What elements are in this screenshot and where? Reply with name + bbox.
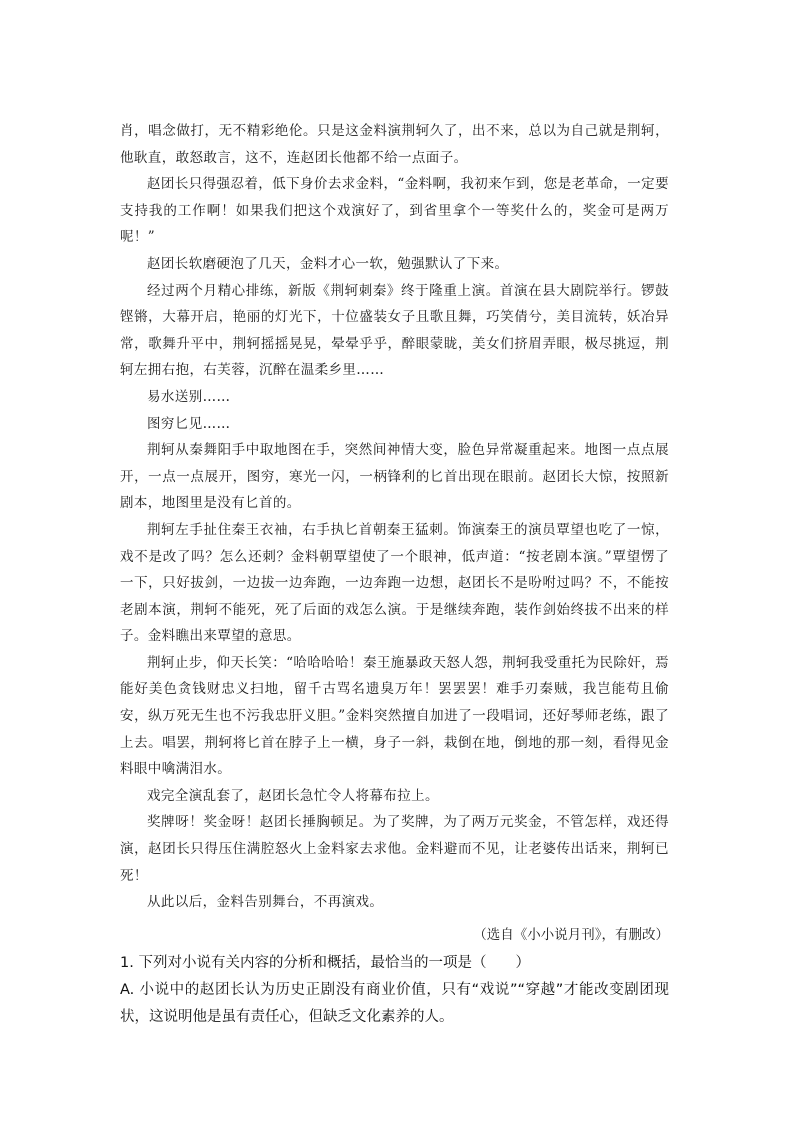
paragraph: 赵团长只得强忍着，低下身价去求金料，“金料啊，我初来乍到，您是老革命，一定要支持我的工作啊！如果我们把这个戏演好了，到省里拿个一等奖什么的，奖金可是两万呢！”	[120, 176, 669, 246]
paragraph: 肖，唱念做打，无不精彩绝伦。只是这金料演荆轲久了，出不来，总以为自己就是荆轲，他耿直，敢怒敢言，这不，连赵团长他都不给一点面子。	[120, 123, 669, 166]
question-block	[120, 950, 669, 1031]
paragraph: 荆轲从秦舞阳手中取地图在手，突然间神情大变，脸色异常凝重起来。地图一点点展开，一点一点展开，图穷，寒光一闪，一柄锋利的匕首出现在眼前。赵团长大惊，按照新剧本，地图里是没有匕首的。	[120, 442, 669, 512]
paragraph: 经过两个月精心排练，新版《荆轲刺秦》终于隆重上演。首演在县大剧院举行。锣鼓铿锵，大幕开启，艳丽的灯光下，十位盛装女子且歌且舞，巧笑倩兮，美目流转，妖冶异常，歌舞升平中，荆轲摇摇晃晃，晕晕乎乎，醉眼蒙眬，美女们挤眉弄眼，极尽挑逗，荆轲左拥右抱，右芙蓉，沉醉在温柔乡里……	[120, 282, 669, 379]
paragraph: 易水送别……	[147, 388, 231, 405]
question-stem: 1. 下列对小说有关内容的分析和概括，最恰当的一项是（ ）	[120, 954, 530, 971]
paragraph: 从此以后，金料告别舞台，不再演戏。	[147, 894, 384, 911]
option-a: A. 小说中的赵团长认为历史正剧没有商业价值，只有“戏说”“穿越”才能改变剧团现状，这说明他是虽有责任心，但缺乏文化素养的人。	[120, 981, 669, 1025]
paragraph: 戏完全演乱套了，赵团长急忙令人将幕布拉上。	[147, 787, 439, 804]
paragraph: 奖牌呀！奖金呀！赵团长捶胸顿足。为了奖牌，为了两万元奖金，不管怎样，戏还得演，赵团长只得压住满腔怒火上金料家去求他。金料避而不见，让老婆传出话来，荆轲已死！	[120, 814, 669, 884]
paragraph: 图穷匕见……	[147, 415, 231, 432]
source-note: （选自《小小说月刊》，有删改）	[473, 926, 669, 943]
paragraph: 荆轲左手扯住秦王衣袖，右手执匕首朝秦王猛刺。饰演秦王的演员覃望也吃了一惊，戏不是改了吗？怎么还刺？金料朝覃望使了一个眼神，低声道：“按老剧本演。”覃望愣了一下，只好拔剑，一边拔一边奔跑，一边奔跑一边想，赵团长不是吩咐过吗？不，不能按老剧本演，荆轲不能死，死了后面的戏怎么演。于是继续奔跑，装作剑始终拔不出来的样子。金料瞧出来覃望的意思。	[120, 521, 669, 645]
paragraph: 赵团长软磨硬泡了几天，金料才心一软，勉强默认了下来。	[147, 255, 509, 272]
story-text	[120, 118, 669, 916]
paragraph: 荆轲止步，仰天长笑：“哈哈哈哈！秦王施暴政天怒人怨，荆轲我受重托为民除奸，焉能好美色贪钱财忠义扫地，留千古骂名遗臭万年！罢罢罢！难手刃秦贼，我岂能苟且偷安，纵万死无生也不污我忠肝义胆。”金料突然擅自加进了一段唱词，还好琴师老练，跟了上去。唱罢，荆轲将匕首在脖子上一横，身子一斜，栽倒在地，倒地的那一刻，看得见金料眼中噙满泪水。	[120, 654, 669, 778]
